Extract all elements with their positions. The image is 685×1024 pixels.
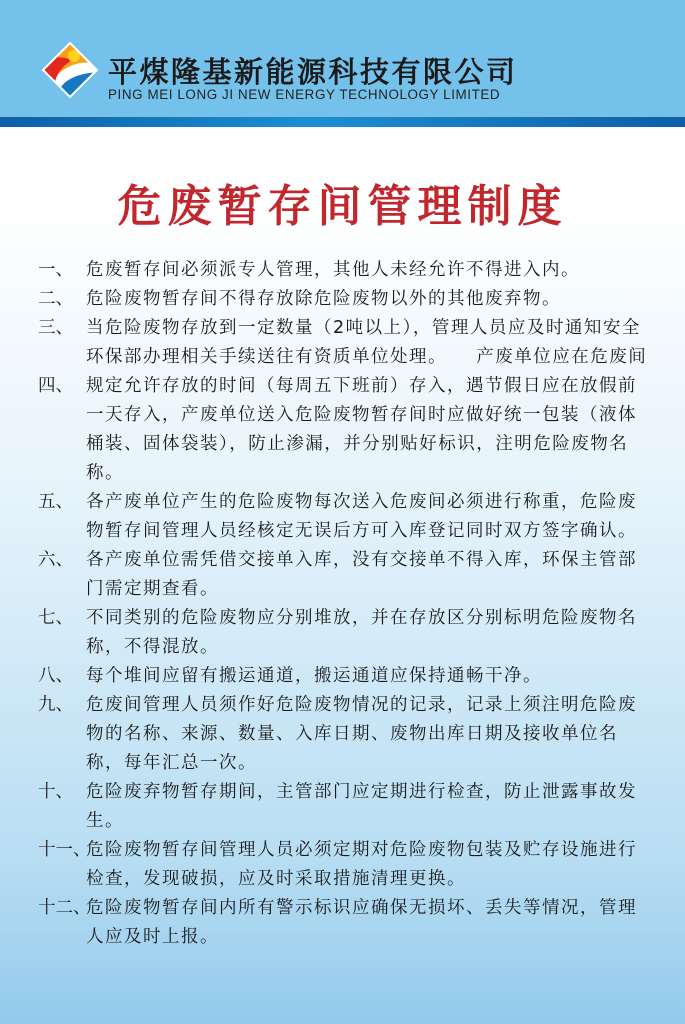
rule-text — [86, 285, 683, 314]
rule-text — [86, 894, 683, 952]
rule-line: 不同类别的危险废物应分别堆放，并在存放区分别标明危险废物名 — [86, 608, 637, 628]
rule-text — [86, 604, 683, 662]
rule-line: 危废间管理人员须作好危险废物情况的记录，记录上须注明危险废 — [86, 695, 637, 715]
rule-line: 各产废单位产生的危险废物每次送入危废间必须进行称重，危险废 — [86, 492, 637, 512]
rule-line: 危废暂存间必须派专人管理，其他人未经允许不得进入内。 — [86, 260, 580, 280]
rule-line: 称，每年汇总一次。 — [86, 753, 257, 773]
rule-number: 三、 — [38, 318, 73, 338]
rule-line: 人应及时上报。 — [86, 927, 219, 947]
rule-item — [38, 894, 683, 952]
rule-number: 五、 — [38, 492, 73, 512]
rule-line: 各产废单位需凭借交接单入库，没有交接单不得入库，环保主管部 — [86, 550, 637, 570]
rule-item — [38, 285, 683, 314]
rule-number: 六、 — [38, 550, 73, 570]
rule-text — [86, 546, 683, 604]
rule-text — [86, 836, 683, 894]
company-name-en: PING MEI LONG JI NEW ENERGY TECHNOLOGY LIMITED — [108, 87, 501, 102]
rule-line: 危险废物暂存间管理人员必须定期对危险废物包装及贮存设施进行 — [86, 840, 637, 860]
rule-line: 桶装、固体袋装），防止渗漏，并分别贴好标识，注明危险废物名 — [86, 434, 629, 454]
rule-number: 一、 — [38, 260, 73, 280]
company-name-cn: 平煤隆基新能源科技有限公司 — [108, 55, 518, 89]
rule-line: 称。 — [86, 463, 124, 483]
rule-number: 十一、 — [38, 840, 91, 860]
rules-list — [38, 256, 683, 952]
rule-item — [38, 372, 683, 488]
rule-line: 规定允许存放的时间（每周五下班前）存入，遇节假日应在放假前 — [86, 376, 637, 396]
rule-item — [38, 256, 683, 285]
rule-text — [86, 372, 683, 488]
rule-number: 十二、 — [38, 898, 91, 918]
rule-text — [86, 662, 683, 691]
rule-text — [86, 778, 683, 836]
rule-text — [86, 314, 683, 372]
rule-line: 当危险废物存放到一定数量（2吨以上），管理人员应及时通知安全 — [86, 318, 641, 338]
rule-number: 二、 — [38, 289, 73, 309]
page-title: 危废暂存间管理制度 — [117, 181, 568, 232]
rule-line: 危险废物暂存间内所有警示标识应确保无损坏、丢失等情况，管理 — [86, 898, 637, 918]
rule-line: 环保部办理相关手续送往有资质单位处理。 产废单位应在危废间 — [86, 347, 648, 367]
header-stripe — [0, 117, 685, 127]
rule-line: 生。 — [86, 811, 124, 831]
rule-line: 物暂存间管理人员经核定无误后方可入库登记同时双方签字确认。 — [86, 521, 637, 541]
rule-line: 物的名称、来源、数量、入库日期、废物出库日期及接收单位名 — [86, 724, 618, 744]
rule-item — [38, 604, 683, 662]
rule-line: 一天存入，产废单位送入危险废物暂存间时应做好统一包装（液体 — [86, 405, 637, 425]
rule-item — [38, 691, 683, 778]
rule-line: 危险废弃物暂存期间，主管部门应定期进行检查，防止泄露事故发 — [86, 782, 637, 802]
rule-item — [38, 546, 683, 604]
rule-line: 危险废物暂存间不得存放除危险废物以外的其他废弃物。 — [86, 289, 561, 309]
company-logo-icon — [42, 42, 98, 98]
rule-line: 门需定期查看。 — [86, 579, 219, 599]
rule-line: 称，不得混放。 — [86, 637, 219, 657]
rule-line: 每个堆间应留有搬运通道，搬运通道应保持通畅干净。 — [86, 666, 542, 686]
rule-item — [38, 314, 683, 372]
rule-text — [86, 488, 683, 546]
rule-number: 七、 — [38, 608, 73, 628]
rule-item — [38, 778, 683, 836]
rule-number: 十、 — [38, 782, 73, 802]
rule-text — [86, 256, 683, 285]
rule-number: 九、 — [38, 695, 73, 715]
rule-number: 八、 — [38, 666, 73, 686]
rule-item — [38, 662, 683, 691]
rule-item — [38, 488, 683, 546]
rule-number: 四、 — [38, 376, 73, 396]
rule-line: 检查，发现破损，应及时采取措施清理更换。 — [86, 869, 466, 889]
rule-text — [86, 691, 683, 778]
rule-item — [38, 836, 683, 894]
